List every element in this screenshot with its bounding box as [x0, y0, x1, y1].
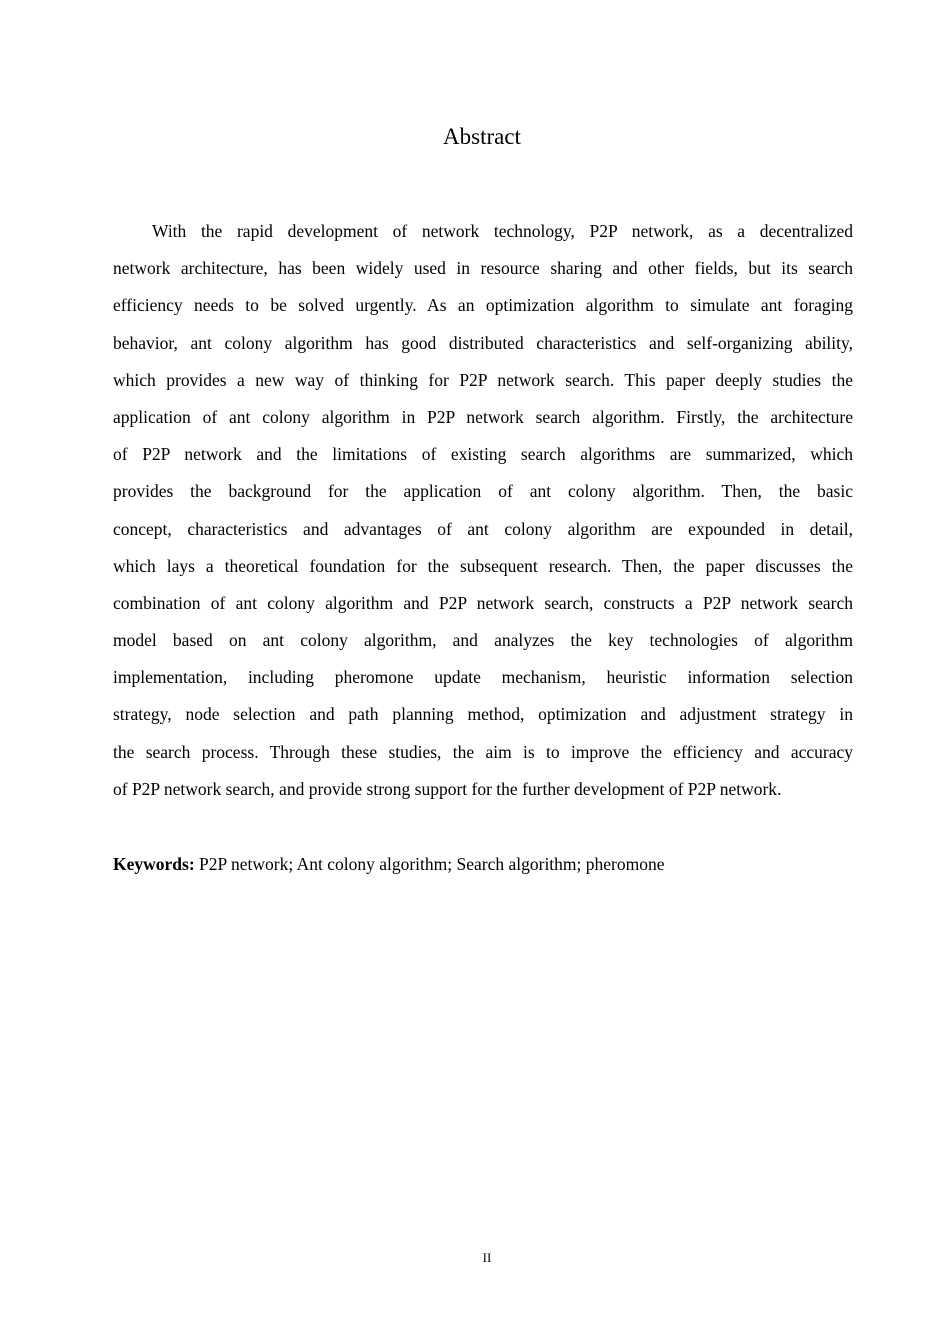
abstract-line: behavior, ant colony algorithm has good distributed characteristics and self-organizing ability, — [113, 332, 853, 353]
keywords-list: P2P network; Ant colony algorithm; Search algorithm; pheromone — [199, 854, 665, 874]
abstract-body — [113, 218, 853, 813]
abstract-line: strategy, node selection and path planning method, optimization and adjustment strategy in — [113, 704, 853, 725]
abstract-title: Abstract — [443, 124, 521, 149]
abstract-line: of P2P network and the limitations of existing search algorithms are summarized, which — [113, 444, 853, 465]
keywords — [113, 854, 665, 875]
abstract-line: With the rapid development of network technology, P2P network, as a decentralized — [152, 221, 853, 241]
abstract-line: provides the background for the application of ant colony algorithm. Then, the basic — [113, 481, 853, 502]
abstract-line: of P2P network search, and provide strong support for the further development of P2P network. — [113, 778, 782, 799]
abstract-line: which lays a theoretical foundation for the subsequent research. Then, the paper discusses the — [113, 555, 853, 576]
page-number: II — [482, 1250, 492, 1265]
abstract-line: network architecture, has been widely used in resource sharing and other fields, but its search — [113, 258, 853, 279]
abstract-line: combination of ant colony algorithm and P2P network search, constructs a P2P network search — [113, 592, 853, 613]
abstract-line: concept, characteristics and advantages of ant colony algorithm are expounded in detail, — [113, 518, 853, 539]
abstract-line: which provides a new way of thinking for P2P network search. This paper deeply studies the — [113, 369, 853, 390]
abstract-line: implementation, including pheromone update mechanism, heuristic information selection — [113, 667, 853, 688]
keywords-label: Keywords: — [113, 854, 195, 874]
abstract-line: model based on ant colony algorithm, and analyzes the key technologies of algorithm — [113, 630, 853, 651]
abstract-line: application of ant colony algorithm in P2P network search algorithm. Firstly, the architecture — [113, 406, 853, 427]
abstract-line: the search process. Through these studies, the aim is to improve the efficiency and accuracy — [113, 741, 853, 762]
abstract-line: efficiency needs to be solved urgently. As an optimization algorithm to simulate ant foraging — [113, 295, 853, 316]
